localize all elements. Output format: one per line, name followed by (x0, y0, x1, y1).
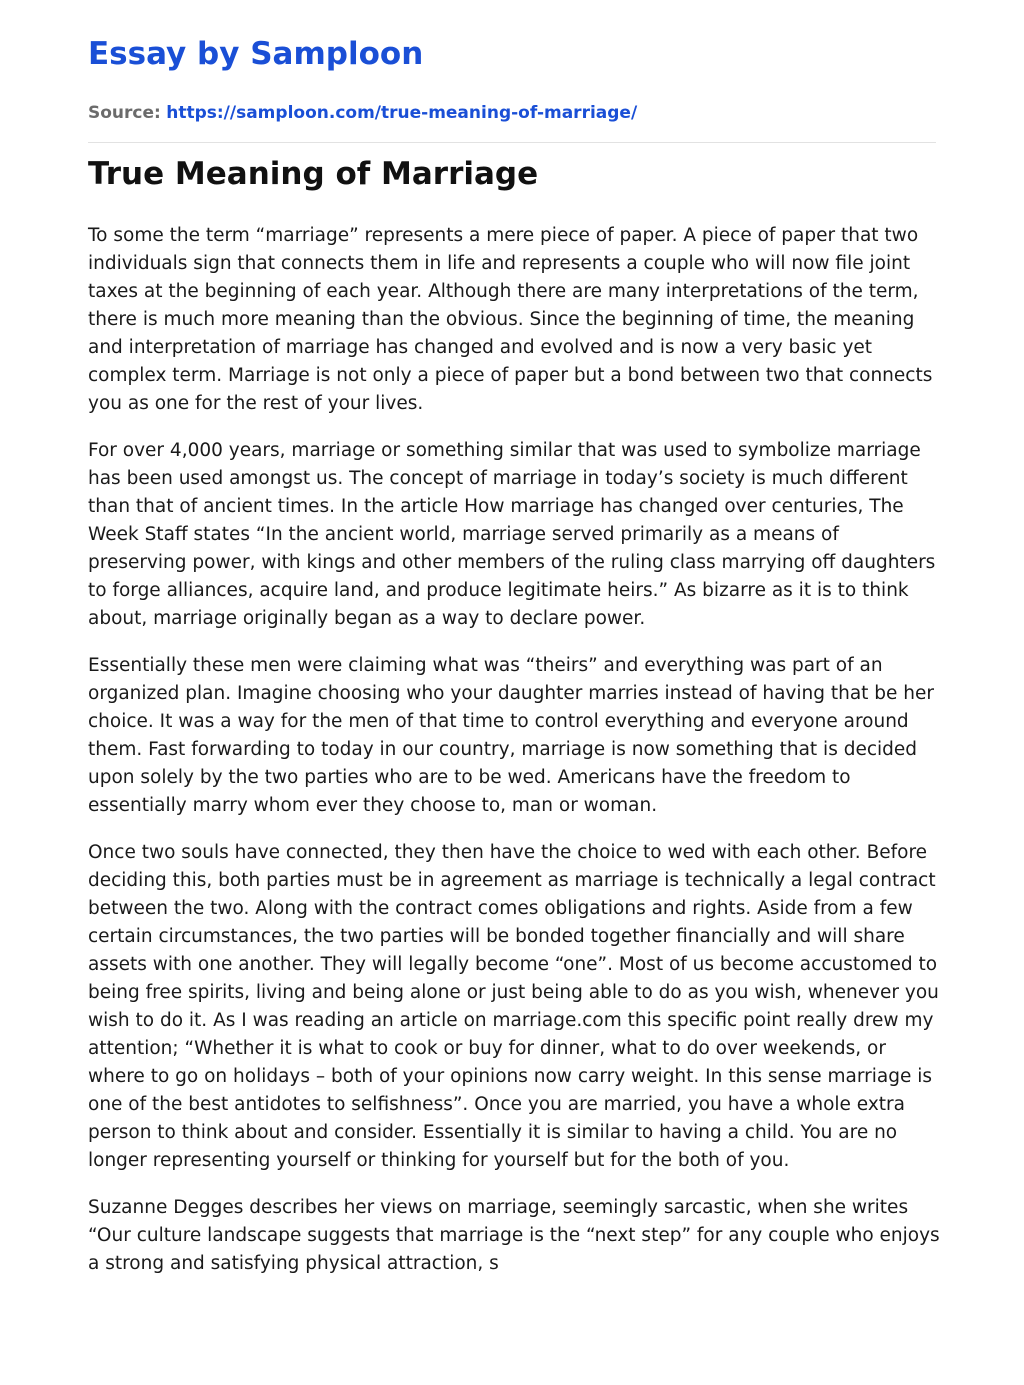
header-divider (88, 142, 936, 143)
brand-title[interactable]: Essay by Samploon (88, 36, 424, 72)
paragraph-5: Suzanne Degges describes her views on marriage, seemingly sarcastic, when she writes “Our culture landscape suggests that marriage is the “next step” for any couple who enjoys a strong and satisfying physical attraction, s (88, 1197, 940, 1274)
source-link[interactable]: https://samploon.com/true-meaning-of-marriage/ (166, 103, 638, 123)
article-body (88, 222, 940, 1297)
paragraph-3: Essentially these men were claiming what was “theirs” and everything was part of an organized plan. Imagine choosing who your daughter marries instead of having that be her choice. It was a way for the men of that time to control everything and everyone around them. Fast forwarding to today in our country, marriage is now something that is decided upon solely by the two parties who are to be wed. Americans have the freedom to essentially marry whom ever they choose to, man or woman. (88, 655, 935, 816)
paragraph-1: To some the term “marriage” represents a mere piece of paper. A piece of paper that two individuals sign that connects them in life and represents a couple who will now file joint taxes at the beginning of each year. Although there are many interpretations of the term, there is much more meaning than the obvious. Since the beginning of time, the meaning and interpretation of marriage has changed and evolved and is now a very basic yet complex term. Marriage is not only a piece of paper but a bond between two that connects you as one for the rest of your lives. (88, 225, 933, 414)
paragraph-4: Once two souls have connected, they then have the choice to wed with each other. Before deciding this, both parties must be in agreement as marriage is technically a legal contract between the two. Along with the contract comes obligations and rights. Aside from a few certain circumstances, the two parties will be bonded together financially and will share assets with one another. They will legally become “one”. Most of us become accustomed to being free spirits, living and being alone or just being able to do as you wish, whenever you wish to do it. As I was reading an article on marriage.com this specific point really drew my attention; “Whether it is what to cook or buy for dinner, what to do over weekends, or where to go on holidays – both of your opinions now carry weight. In this sense marriage is one of the best antidotes to selfishness”. Once you are married, you have a whole extra person to think about and consider. Essentially it is similar to having a child. You are no longer representing yourself or thinking for yourself but for the both of you. (88, 842, 939, 1171)
source-label: Source: (88, 103, 161, 123)
paragraph-2: For over 4,000 years, marriage or something similar that was used to symbolize marriage has been used amongst us. The concept of marriage in today’s society is much different than that of ancient times. In the article How marriage has changed over centuries, The Week Staff states “In the ancient world, marriage served primarily as a means of preserving power, with kings and other members of the ruling class marrying off daughters to forge alliances, acquire land, and produce legitimate heirs.” As bizarre as it is to think about, marriage originally began as a way to declare power. (88, 440, 936, 629)
source-line (88, 103, 637, 123)
article-title: True Meaning of Marriage (88, 156, 539, 192)
